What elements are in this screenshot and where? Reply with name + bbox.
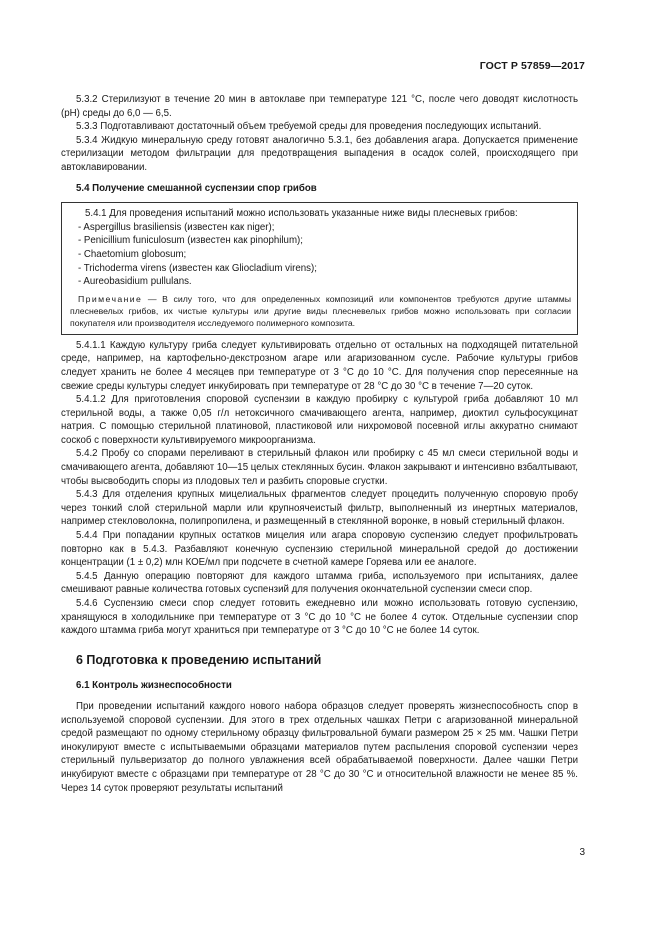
section-6-1-title: 6.1 Контроль жизнеспособности [76, 680, 232, 692]
section-5-4-title: 5.4 Получение смешанной суспензии спор грибов [76, 182, 317, 194]
paragraph-5-4-5: 5.4.5 Данную операцию повторяют для каждого штамма гриба, используемого при испытаниях, далее смешивают равные количества готовых суспензий для получения окончательной суспензии смеси спор. [61, 570, 578, 596]
paragraph-5-4-6: 5.4.6 Суспензию смеси спор следует готовить ежедневно или можно использовать готовую суспензию, хранящуюся в холодильнике при температуре от 3 °С до 10 °С не более 4 суток. Отдельные суспензии спор каждого штамма гриба могут храниться при температуре от 3 °С до 10 °С не более 14 суток. [61, 598, 578, 637]
section-6-title: 6 Подготовка к проведению испытаний [76, 652, 322, 667]
note-label: Примечание [78, 293, 143, 304]
paragraph-5-4-2: 5.4.2 Пробу со спорами переливают в стерильный флакон или пробирку с 45 мл смеси стерильной воды и смачивающего агента, добавляют 10—15 целых стеклянных бусин. Флакон закрывают и интенсивно взбалтывают, чтобы высвободить споры из плодовых тел и разбить споровые сгустки. [61, 448, 578, 487]
paragraph-6-1: При проведении испытаний каждого нового набора образцов следует проверять жизнеспособность спор в используемой споровой суспензии. Для этого в трех отдельных чашках Петри с агаризованной минеральной средой размещают по одному стерильному образцу фильтровальной бумаги размером 25 × 25 мм. Чашки Петри инокулируют вместе с испытываемыми образцами материалов путем распыления споровой суспензии через стерильный пульверизатор до полного увлажнения всей обрабатываемой поверхности. Далее чашки Петри инкубируют вместе с образцами при температуре от 28 °С до 30 °С и относительной влажности не менее 85 %. Через 14 суток проверяют результаты испытаний [61, 700, 578, 794]
paragraph-5-4-1-1: 5.4.1.1 Каждую культуру гриба следует культивировать отдельно от остальных на подходящей питательной среде, например, на картофельно-декстрозном агаре или агаризованном сусле. Рабочие культуры грибов следует хранить не более 4 месяцев при температуре от 3 °С до 10 °С. Для получения спор пересеянные на свежие среды культуры следует инкубировать при температуре от 28 °С до 30 °С в течение 7—20 суток. [61, 339, 578, 392]
paragraph-5-4-1-2: 5.4.1.2 Для приготовления споровой суспензии в каждую пробирку с культурой гриба добавляют 10 мл стерильной воды, а также 0,05 г/л нетоксичного смачивающего агента, например, диоктил сульфосукцинат натрия. С помощью стерильной платиновой, пластиковой или нихромовой посевной иглы аккуратно снимают соскоб с поверхности культивируемого микроорганизма. [61, 394, 578, 446]
fungi-list-item: - Chaetomium globosum; [78, 248, 187, 260]
page-content [61, 93, 578, 795]
fungi-list-item: - Aureobasidium pullulans. [78, 276, 192, 288]
paragraph-5-4-4: 5.4.4 При попадании крупных остатков мицелия или агара споровую суспензию следует профильтровать повторно как в 5.4.3. Разбавляют конечную суспензию стерильной минеральной средой до достижении концентрации (1 ± 0,2) млн КОЕ/мл при подсчете в счетной камере Горяева или ее аналоге. [61, 530, 578, 569]
fungi-list-item: - Aspergillus brasiliensis (известен как niger); [78, 221, 275, 233]
paragraph-5-3-3: 5.3.3 Подготавливают достаточный объем требуемой среды для проведения последующих испытаний. [76, 121, 542, 133]
note [70, 293, 571, 329]
document-code: ГОСТ Р 57859—2017 [479, 60, 585, 72]
paragraph-5-4-1: 5.4.1 Для проведения испытаний можно использовать указанные ниже виды плесневых грибов: [85, 208, 518, 220]
paragraph-5-3-4: 5.3.4 Жидкую минеральную среду готовят аналогично 5.3.1, без добавления агара. Допускается применение стерилизации методом фильтрации для предотвращения выпадения в осадок солей, происходящего при автоклавировании. [61, 134, 578, 173]
fungi-list-item: - Penicillium funiculosum (известен как pinophilum); [78, 235, 303, 247]
note-text: — В силу того, что для определенных композиций или компонентов требуются другие штаммы плесневелых грибов, их чистые культуры или другие виды плесневелых грибов можно использовать при согласии покупателя или производителя исследуемого полимерного композита. [70, 293, 571, 328]
paragraph-5-4-3: 5.4.3 Для отделения крупных мицелиальных фрагментов следует процедить полученную споровую пробу через тонкий слой стерильной марли или крупноячеистый фильтр, выполненный из инертных материалов, например стекловолокна, полипропилена, и размещенный в стеклянной воронке, в новый стерильный флакон. [61, 489, 578, 528]
fungi-species-box [61, 202, 578, 335]
fungi-list-item: - Trichoderma virens (известен как Gliocladium virens); [78, 262, 317, 274]
paragraph-5-3-2: 5.3.2 Стерилизуют в течение 20 мин в автоклаве при температуре 121 °С, после чего доводят кислотность (pH) среды до 6,0 — 6,5. [61, 94, 578, 119]
page-number: 3 [579, 847, 585, 858]
